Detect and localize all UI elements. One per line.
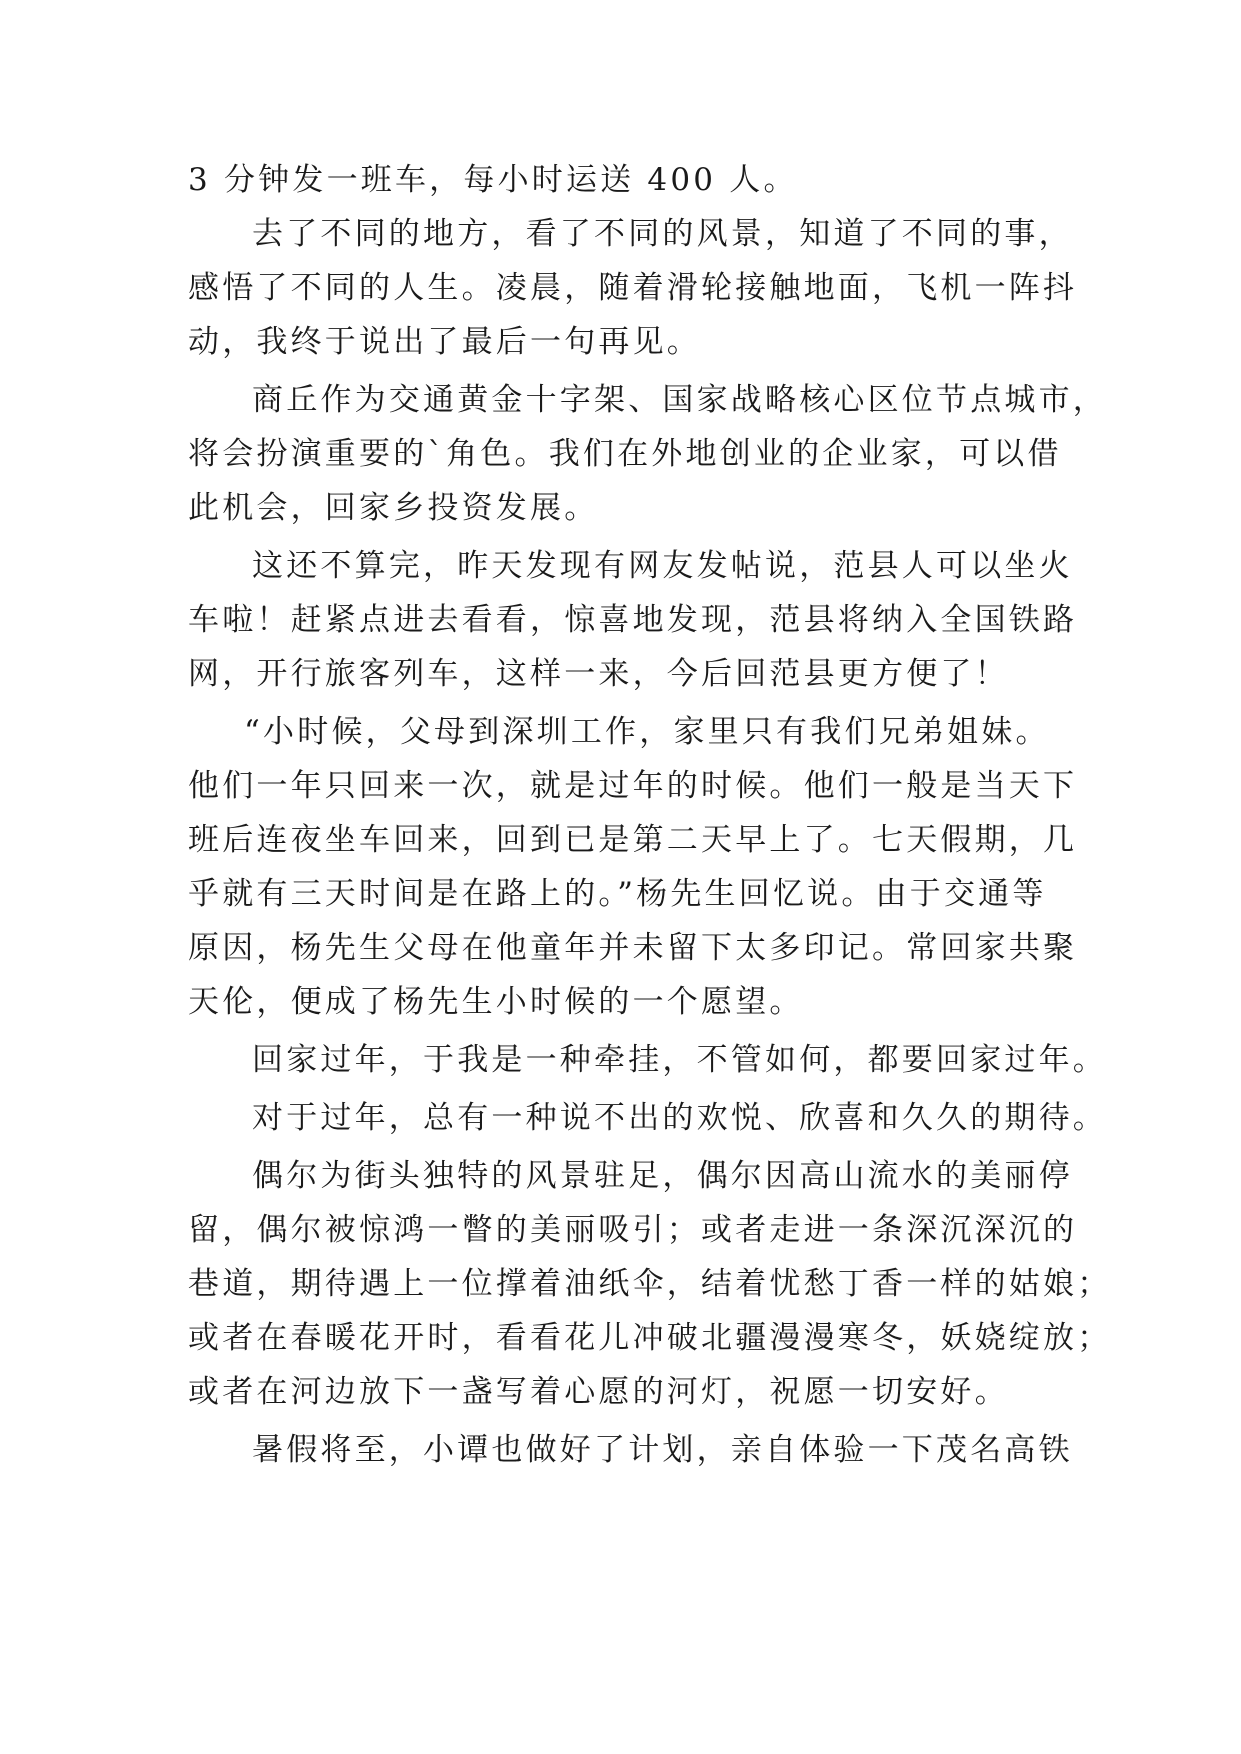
paragraph-first-line: 偶尔为街头独特的风景驻足，偶尔因高山流水的美丽停 [252, 1158, 1073, 1194]
text-line: 或者在河边放下一盏写着心愿的河灯，祝愿一切安好。 [188, 1374, 1009, 1410]
text-line: 动，我终于说出了最后一句再见。 [188, 324, 701, 360]
text-line: 天伦，便成了杨先生小时候的一个愿望。 [188, 984, 804, 1020]
text-line: 或者在春暖花开时，看看花儿冲破北疆漫漫寒冬，妖娆绽放； [188, 1320, 1112, 1356]
text-line: 他们一年只回来一次，就是过年的时候。他们一般是当天下 [188, 768, 1078, 804]
text-line: 班后连夜坐车回来，回到已是第二天早上了。七天假期，几 [188, 822, 1078, 858]
text-line: 3 分钟发一班车，每小时运送 400 人。 [188, 162, 798, 198]
paragraph-first-line: 去了不同的地方，看了不同的风景，知道了不同的事， [252, 216, 1073, 252]
text-line: 车啦！赶紧点进去看看，惊喜地发现，范县将纳入全国铁路 [188, 602, 1078, 638]
text-line: 将会扮演重要的`角色。我们在外地创业的企业家，可以借 [188, 436, 1062, 472]
text-line: 留，偶尔被惊鸿一瞥的美丽吸引；或者走进一条深沉深沉的 [188, 1212, 1078, 1248]
text-line: 此机会，回家乡投资发展。 [188, 490, 599, 526]
text-line: 感悟了不同的人生。凌晨，随着滑轮接触地面，飞机一阵抖 [188, 270, 1078, 306]
text-line: 巷道，期待遇上一位撑着油纸伞，结着忧愁丁香一样的姑娘； [188, 1266, 1112, 1302]
paragraph-first-line: 这还不算完，昨天发现有网友发帖说，范县人可以坐火 [252, 548, 1073, 584]
paragraph-first-line: 商丘作为交通黄金十字架、国家战略核心区位节点城市， [252, 382, 1107, 418]
text-line: 原因，杨先生父母在他童年并未留下太多印记。常回家共聚 [188, 930, 1078, 966]
paragraph-first-line: “小时候，父母到深圳工作，家里只有我们兄弟姐妹。 [244, 714, 1050, 750]
text-line: 网，开行旅客列车，这样一来，今后回范县更方便了！ [188, 656, 1009, 692]
paragraph-first-line: 对于过年，总有一种说不出的欢悦、欣喜和久久的期待。 [252, 1100, 1107, 1136]
paragraph-first-line: 回家过年，于我是一种牵挂，不管如何，都要回家过年。 [252, 1042, 1107, 1078]
paragraph-first-line: 暑假将至，小谭也做好了计划，亲自体验一下茂名高铁 [252, 1432, 1073, 1468]
text-line: 乎就有三天时间是在路上的。”杨先生回忆说。由于交通等 [188, 876, 1047, 912]
